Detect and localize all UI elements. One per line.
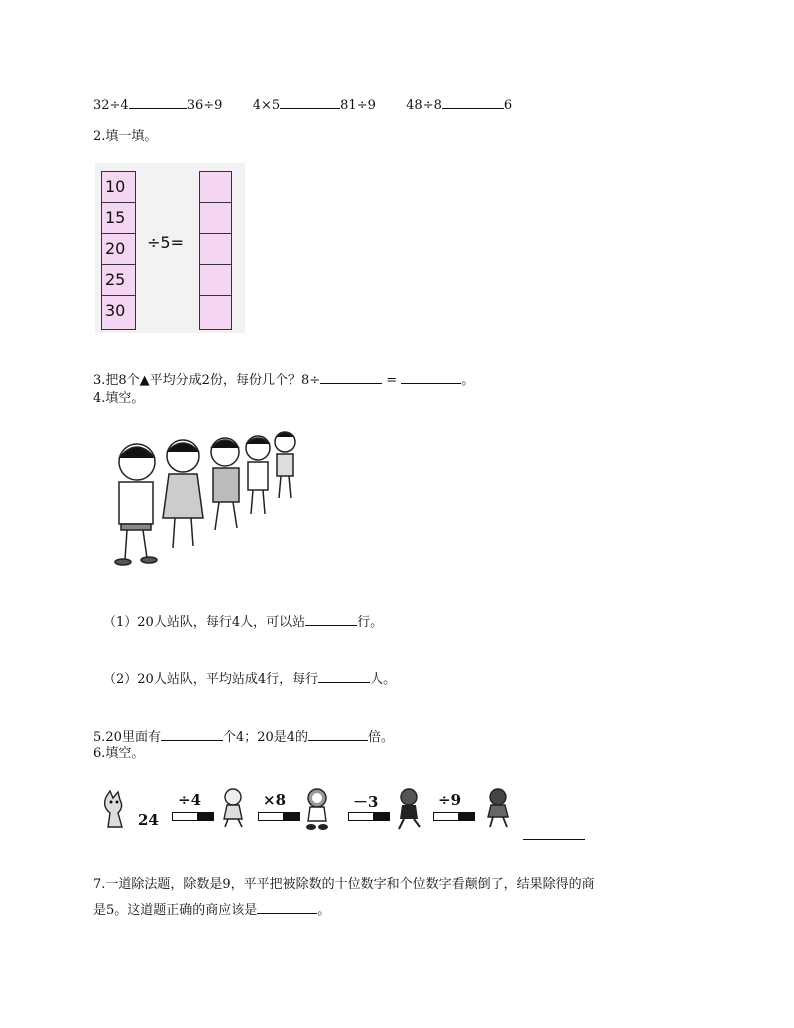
dividend-column <box>101 171 136 330</box>
q1-blank-1[interactable] <box>129 94 187 109</box>
q1-blank-3[interactable] <box>442 94 504 109</box>
q5-text-2: 个4；20是4的 <box>222 730 309 745</box>
lion-icon <box>302 787 332 831</box>
q2-division-figure <box>95 163 245 333</box>
bear-icon <box>394 787 424 831</box>
answer-box-1[interactable] <box>172 812 214 821</box>
q1-expr-4: 81÷9 <box>340 98 376 113</box>
q3-line <box>93 369 474 390</box>
q6-title: 6.填空。 <box>93 746 145 761</box>
q1-expr-5: 48÷8 <box>406 98 442 113</box>
q7-blank[interactable] <box>257 899 317 914</box>
dog-icon <box>482 787 514 829</box>
q4-part2 <box>103 668 396 689</box>
q1-expr-2: 36÷9 <box>186 98 223 113</box>
q5-text: 5.20里面有 <box>93 730 161 745</box>
q2-title: 2.填一填。 <box>93 129 158 144</box>
op-1: ÷4 <box>178 791 202 809</box>
dividend-number: 25 <box>105 270 126 289</box>
dividend-cell <box>102 265 135 296</box>
q4-part2-end: 人。 <box>370 672 397 687</box>
answer-box-4[interactable] <box>433 812 475 821</box>
children-queue-illustration <box>103 428 303 568</box>
q4-part1-text: （1）20人站队，每行4人，可以站 <box>103 615 306 630</box>
start-number: 24 <box>138 811 159 829</box>
divide-by-five-operator: ÷5= <box>147 233 184 252</box>
q4-blank-2[interactable] <box>318 668 370 683</box>
q4-part1-end: 行。 <box>357 615 384 630</box>
dividend-number: 15 <box>105 208 126 227</box>
dividend-cell <box>102 203 135 234</box>
op-3: －3 <box>353 793 379 811</box>
op-2: ×8 <box>263 791 287 809</box>
final-answer-blank[interactable] <box>523 825 585 840</box>
q1-expr-3: 4×5 <box>252 98 281 113</box>
answer-box-2[interactable] <box>258 812 300 821</box>
q5-line <box>93 726 394 747</box>
q5-end: 倍。 <box>368 730 395 745</box>
q4-blank-1[interactable] <box>305 611 357 626</box>
answer-cell[interactable] <box>200 265 231 296</box>
q7-line-2 <box>93 899 330 920</box>
answer-box-3[interactable] <box>348 812 390 821</box>
op-4: ÷9 <box>438 791 462 809</box>
q4-title: 4.填空。 <box>93 391 145 406</box>
dividend-cell <box>102 234 135 265</box>
q4-part2-text: （2）20人站队，平均站成4行，每行 <box>103 672 319 687</box>
tiger-icon <box>218 787 248 829</box>
fox-icon <box>100 789 130 829</box>
q5-blank-2[interactable] <box>308 726 368 741</box>
q7-end: 。 <box>317 903 331 918</box>
q3-end: 。 <box>461 373 475 388</box>
q1-expr-6: 6 <box>503 98 513 113</box>
answer-cell[interactable] <box>200 296 231 329</box>
q7-text: 是5。这道题正确的商应该是 <box>93 903 258 918</box>
dividend-number: 10 <box>105 177 126 196</box>
q5-blank-1[interactable] <box>161 726 223 741</box>
dividend-number: 30 <box>105 301 126 320</box>
q7-line-1: 7.一道除法题，除数是9，平平把被除数的十位数字和个位数字看颠倒了，结果除得的商 <box>93 877 595 892</box>
answer-cell[interactable] <box>200 172 231 203</box>
q1-blank-2[interactable] <box>280 94 340 109</box>
dividend-cell <box>102 172 135 203</box>
q6-operation-chain <box>100 783 600 843</box>
q3-blank-2[interactable] <box>401 369 461 384</box>
dividend-number: 20 <box>105 239 126 258</box>
q4-part1 <box>103 611 383 632</box>
q3-text: 3.把8个▲平均分成2份，每份几个？8÷ <box>93 373 321 388</box>
q1-line <box>93 94 512 115</box>
q3-equals: = <box>386 373 398 388</box>
answer-cell[interactable] <box>200 234 231 265</box>
answer-cell[interactable] <box>200 203 231 234</box>
q1-expr-1: 32÷4 <box>93 98 129 113</box>
dividend-cell <box>102 296 135 329</box>
q3-blank-1[interactable] <box>320 369 382 384</box>
answer-column <box>199 171 232 330</box>
